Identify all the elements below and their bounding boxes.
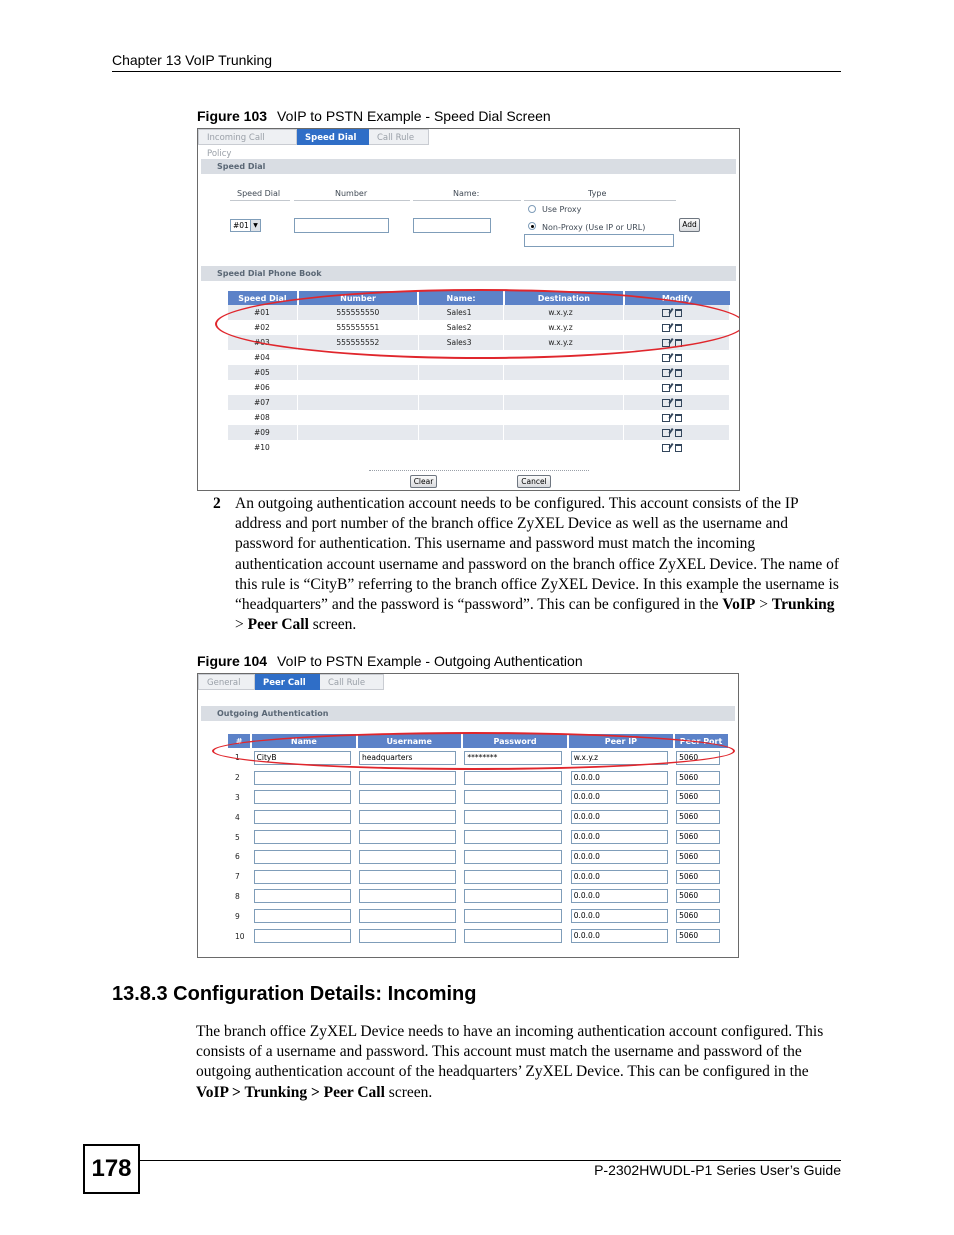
- row-index: 9: [228, 906, 251, 926]
- modify-cell: [624, 335, 730, 350]
- form-divider: [524, 200, 676, 201]
- modify-cell: [624, 320, 730, 335]
- peer-port-input[interactable]: 5060: [676, 909, 720, 923]
- name-input[interactable]: CityB: [254, 751, 351, 765]
- modify-cell: [624, 395, 730, 410]
- destination-cell: [504, 395, 624, 410]
- username-input[interactable]: [359, 850, 456, 864]
- trash-icon[interactable]: [675, 444, 682, 452]
- col-index: #: [228, 734, 251, 748]
- table-row: [228, 410, 730, 425]
- peer-port-cell: [674, 847, 728, 867]
- peer-ip-input[interactable]: 0.0.0.0: [571, 929, 668, 943]
- figure-103-caption: [197, 108, 551, 124]
- col-speed-dial: Speed Dial: [228, 291, 298, 305]
- name-input[interactable]: [254, 830, 351, 844]
- menu-trunking: Trunking: [771, 596, 835, 614]
- password-input[interactable]: [464, 790, 562, 804]
- table-header-row: [228, 291, 730, 305]
- name-cell: [251, 788, 356, 808]
- peer-ip-input[interactable]: 0.0.0.0: [571, 771, 668, 785]
- peer-port-input[interactable]: 5060: [676, 751, 720, 765]
- form-label-number: Number: [335, 189, 368, 198]
- col-peer-port: Peer Port: [674, 734, 728, 748]
- tab-peer-call[interactable]: Peer Call: [255, 674, 320, 690]
- peer-ip-cell: [568, 926, 673, 946]
- table-row: [228, 847, 728, 867]
- password-cell: [462, 887, 568, 907]
- col-password: Password: [462, 734, 568, 748]
- destination-cell: w.x.y.z: [504, 305, 624, 320]
- name-cell: [418, 410, 504, 425]
- footer-rule: [140, 1160, 841, 1161]
- peer-port-cell: [674, 807, 728, 827]
- peer-ip-cell: [568, 827, 673, 847]
- step-2-text: An outgoing authentication account needs to be configured. This account consists of the IP address and port number of the branch office ZyXEL Device as well as the username and password for authentication. This username and password must match the incoming authentication account username and password on the branch office ZyXEL Device. The name of this rule is “CityB” referring to the branch office ZyXEL Device. In this example the username is “headquarters” and the password is “password”. This can be configured in the: [235, 495, 839, 614]
- name-cell: Sales3: [418, 335, 504, 350]
- form-divider: [294, 200, 410, 201]
- modify-cell: [624, 410, 730, 425]
- edit-icon[interactable]: [662, 429, 670, 437]
- modify-cell: [624, 440, 730, 455]
- username-input[interactable]: [359, 909, 456, 923]
- section-paragraph: [196, 1022, 841, 1103]
- username-input[interactable]: [359, 929, 456, 943]
- name-cell: [251, 906, 356, 926]
- peer-ip-input[interactable]: 0.0.0.0: [571, 830, 668, 844]
- form-label-type: Type: [588, 189, 607, 198]
- header-rule: [112, 71, 841, 72]
- page-number: 178: [83, 1144, 140, 1194]
- peer-port-input[interactable]: 5060: [676, 771, 720, 785]
- password-cell: [462, 926, 568, 946]
- peer-call-tabs: [198, 674, 384, 691]
- edit-icon[interactable]: [662, 369, 670, 377]
- table-row: [228, 395, 730, 410]
- number-cell: [298, 395, 418, 410]
- password-cell: [462, 748, 568, 768]
- tab-incoming-call-policy[interactable]: Incoming Call Policy: [198, 129, 297, 145]
- peer-ip-input[interactable]: w.x.y.z: [571, 751, 668, 765]
- row-index: 3: [228, 788, 251, 808]
- name-cell: [418, 395, 504, 410]
- destination-cell: [504, 440, 624, 455]
- table-row: [228, 827, 728, 847]
- edit-icon[interactable]: [662, 324, 670, 332]
- section-text-end: screen.: [384, 1083, 433, 1101]
- trash-icon[interactable]: [675, 414, 682, 422]
- trash-icon[interactable]: [675, 399, 682, 407]
- username-input[interactable]: [359, 810, 456, 824]
- number-cell: [298, 365, 418, 380]
- password-input[interactable]: [464, 830, 562, 844]
- name-cell: [418, 425, 504, 440]
- edit-icon[interactable]: [662, 444, 670, 452]
- tab-general[interactable]: General: [198, 674, 255, 690]
- step-2-text-end: screen.: [308, 616, 357, 634]
- number-cell: [298, 350, 418, 365]
- peer-port-cell: [674, 788, 728, 808]
- peer-ip-input[interactable]: 0.0.0.0: [571, 810, 668, 824]
- name-cell: [251, 867, 356, 887]
- name-input[interactable]: [254, 810, 351, 824]
- chapter-header: Chapter 13 VoIP Trunking: [112, 52, 273, 68]
- modify-cell: [624, 305, 730, 320]
- peer-port-input[interactable]: 5060: [676, 830, 720, 844]
- number-cell: 555555551: [298, 320, 418, 335]
- table-row: [228, 926, 728, 946]
- name-input[interactable]: [254, 850, 351, 864]
- number-cell: [298, 410, 418, 425]
- destination-input[interactable]: [524, 234, 674, 247]
- figure-103-number: Figure 103: [197, 108, 268, 124]
- menu-peer-call: Peer Call: [247, 616, 309, 634]
- name-cell: [251, 847, 356, 867]
- figure-104-caption: [197, 653, 583, 669]
- tab-call-rule[interactable]: Call Rule: [369, 129, 429, 145]
- table-row: [228, 748, 728, 768]
- name-cell: [251, 748, 356, 768]
- modify-cell: [624, 350, 730, 365]
- step-number: 2: [213, 495, 221, 512]
- password-input[interactable]: [464, 850, 562, 864]
- peer-port-input[interactable]: 5060: [676, 790, 720, 804]
- name-cell: Sales1: [418, 305, 504, 320]
- number-cell: [298, 425, 418, 440]
- table-row: [228, 788, 728, 808]
- name-input[interactable]: [254, 771, 351, 785]
- outgoing-auth-section-bar: Outgoing Authentication: [201, 706, 735, 721]
- username-cell: [357, 887, 462, 907]
- peer-ip-cell: [568, 906, 673, 926]
- username-cell: [357, 867, 462, 887]
- peer-ip-cell: [568, 887, 673, 907]
- password-cell: [462, 768, 568, 788]
- peer-port-input[interactable]: 5060: [676, 850, 720, 864]
- chevron-down-icon: ▼: [250, 220, 260, 231]
- peer-ip-cell: [568, 847, 673, 867]
- username-input[interactable]: [359, 889, 456, 903]
- destination-cell: [504, 425, 624, 440]
- password-cell: [462, 867, 568, 887]
- password-input[interactable]: [464, 889, 562, 903]
- modify-cell: [624, 365, 730, 380]
- col-peer-ip: Peer IP: [568, 734, 673, 748]
- clear-button[interactable]: Clear: [410, 475, 437, 488]
- number-cell: [298, 380, 418, 395]
- name-cell: [251, 827, 356, 847]
- guide-title: P-2302HWUDL-P1 Series User’s Guide: [594, 1162, 841, 1178]
- path-separator: >: [235, 616, 248, 634]
- edit-icon[interactable]: [662, 309, 670, 317]
- outgoing-auth-table: [228, 734, 728, 946]
- speed-dial-section-bar: Speed Dial: [201, 159, 736, 174]
- cancel-button[interactable]: Cancel: [517, 475, 551, 488]
- trash-icon[interactable]: [675, 369, 682, 377]
- table-row: [228, 365, 730, 380]
- row-index: 2: [228, 768, 251, 788]
- edit-icon[interactable]: [662, 384, 670, 392]
- speed-dial-cell: #08: [228, 410, 298, 425]
- edit-icon[interactable]: [662, 339, 670, 347]
- tab-speed-dial[interactable]: Speed Dial: [297, 129, 369, 145]
- username-input[interactable]: [359, 830, 456, 844]
- peer-port-cell: [674, 887, 728, 907]
- figure-103-title: VoIP to PSTN Example - Speed Dial Screen: [277, 108, 551, 124]
- speed-dial-screenshot: [197, 128, 740, 491]
- username-input[interactable]: [359, 790, 456, 804]
- destination-cell: [504, 365, 624, 380]
- step-2-paragraph: [235, 494, 843, 635]
- speed-dial-select[interactable]: [230, 219, 261, 232]
- table-row: [228, 320, 730, 335]
- number-input[interactable]: [294, 218, 389, 233]
- col-destination: Destination: [504, 291, 624, 305]
- peer-ip-input[interactable]: 0.0.0.0: [571, 909, 668, 923]
- name-input[interactable]: [413, 218, 491, 233]
- row-index: 1: [228, 748, 251, 768]
- trash-icon[interactable]: [675, 384, 682, 392]
- name-cell: [251, 887, 356, 907]
- peer-ip-input[interactable]: 0.0.0.0: [571, 790, 668, 804]
- username-cell: [357, 906, 462, 926]
- number-cell: 555555550: [298, 305, 418, 320]
- peer-ip-input[interactable]: 0.0.0.0: [571, 889, 668, 903]
- name-input[interactable]: [254, 929, 351, 943]
- table-row: [228, 906, 728, 926]
- speed-dial-cell: #09: [228, 425, 298, 440]
- phonebook-section-bar: Speed Dial Phone Book: [201, 266, 736, 281]
- username-cell: [357, 748, 462, 768]
- name-input[interactable]: [254, 889, 351, 903]
- col-name: Name:: [418, 291, 504, 305]
- table-row: [228, 440, 730, 455]
- edit-icon[interactable]: [662, 354, 670, 362]
- name-input[interactable]: [254, 870, 351, 884]
- trash-icon[interactable]: [675, 324, 682, 332]
- tab-call-rule[interactable]: Call Rule: [320, 674, 384, 690]
- speed-dial-cell: #10: [228, 440, 298, 455]
- name-input[interactable]: [254, 909, 351, 923]
- peer-port-cell: [674, 926, 728, 946]
- name-cell: Sales2: [418, 320, 504, 335]
- username-input[interactable]: [359, 870, 456, 884]
- trash-icon[interactable]: [675, 354, 682, 362]
- form-divider: [230, 200, 290, 201]
- modify-cell: [624, 380, 730, 395]
- password-cell: [462, 827, 568, 847]
- password-input[interactable]: [464, 909, 562, 923]
- name-cell: [418, 365, 504, 380]
- name-cell: [251, 926, 356, 946]
- row-index: 6: [228, 847, 251, 867]
- peer-port-cell: [674, 827, 728, 847]
- peer-ip-cell: [568, 867, 673, 887]
- peer-port-cell: [674, 768, 728, 788]
- peer-port-input[interactable]: 5060: [676, 870, 720, 884]
- table-row: [228, 807, 728, 827]
- speed-dial-cell: #05: [228, 365, 298, 380]
- password-cell: [462, 906, 568, 926]
- trash-icon[interactable]: [675, 309, 682, 317]
- speed-dial-cell: #06: [228, 380, 298, 395]
- speed-dial-select-value: #01: [233, 221, 249, 230]
- peer-port-input[interactable]: 5060: [676, 929, 720, 943]
- password-cell: [462, 788, 568, 808]
- username-cell: [357, 807, 462, 827]
- col-name: Name: [251, 734, 356, 748]
- col-username: Username: [357, 734, 462, 748]
- speed-dial-cell: #04: [228, 350, 298, 365]
- password-input[interactable]: [464, 870, 562, 884]
- peer-port-cell: [674, 748, 728, 768]
- name-cell: [251, 768, 356, 788]
- speed-dial-cell: #07: [228, 395, 298, 410]
- figure-104-title: VoIP to PSTN Example - Outgoing Authentication: [277, 653, 583, 669]
- peer-ip-input[interactable]: 0.0.0.0: [571, 850, 668, 864]
- row-index: 7: [228, 867, 251, 887]
- peer-ip-cell: [568, 788, 673, 808]
- name-cell: [418, 440, 504, 455]
- username-cell: [357, 847, 462, 867]
- destination-cell: [504, 380, 624, 395]
- destination-cell: w.x.y.z: [504, 335, 624, 350]
- peer-port-input[interactable]: 5060: [676, 810, 720, 824]
- table-row: [228, 867, 728, 887]
- non-proxy-label: Non-Proxy (Use IP or URL): [542, 223, 646, 232]
- col-modify: Modify: [624, 291, 730, 305]
- edit-icon[interactable]: [662, 414, 670, 422]
- section-text: The branch office ZyXEL Device needs to have an incoming authentication account configured. This consists of a username and password. This account must match the username and password of the outgoing authentication account of the headquarters’ ZyXEL Device. This can be configured in the: [196, 1023, 824, 1081]
- table-row: [228, 305, 730, 320]
- trash-icon[interactable]: [675, 339, 682, 347]
- row-index: 8: [228, 887, 251, 907]
- password-input[interactable]: ********: [464, 751, 562, 765]
- menu-voip: VoIP: [722, 596, 756, 614]
- section-heading: 13.8.3 Configuration Details: Incoming: [112, 983, 477, 1005]
- name-cell: [418, 350, 504, 365]
- name-input[interactable]: [254, 790, 351, 804]
- table-row: [228, 425, 730, 440]
- name-cell: [251, 807, 356, 827]
- password-cell: [462, 807, 568, 827]
- trash-icon[interactable]: [675, 429, 682, 437]
- path-separator: >: [755, 596, 772, 614]
- name-cell: [418, 380, 504, 395]
- use-proxy-label: Use Proxy: [542, 205, 582, 214]
- speed-dial-tabs: [198, 129, 429, 159]
- username-input[interactable]: headquarters: [359, 751, 456, 765]
- peer-port-cell: [674, 867, 728, 887]
- use-proxy-radio[interactable]: [528, 205, 536, 213]
- peer-ip-cell: [568, 768, 673, 788]
- password-input[interactable]: [464, 810, 562, 824]
- peer-ip-input[interactable]: 0.0.0.0: [571, 870, 668, 884]
- table-row: [228, 768, 728, 788]
- peer-ip-cell: [568, 807, 673, 827]
- row-index: 4: [228, 807, 251, 827]
- username-cell: [357, 926, 462, 946]
- table-row: [228, 335, 730, 350]
- menu-path: VoIP > Trunking > Peer Call: [196, 1083, 385, 1101]
- speed-dial-cell: #02: [228, 320, 298, 335]
- row-index: 5: [228, 827, 251, 847]
- peer-port-cell: [674, 906, 728, 926]
- username-cell: [357, 827, 462, 847]
- table-row: [228, 887, 728, 907]
- destination-cell: [504, 410, 624, 425]
- dotted-divider: [369, 470, 589, 471]
- number-cell: [298, 440, 418, 455]
- speed-dial-cell: #01: [228, 305, 298, 320]
- number-cell: 555555552: [298, 335, 418, 350]
- password-input[interactable]: [464, 771, 562, 785]
- username-input[interactable]: [359, 771, 456, 785]
- table-row: [228, 380, 730, 395]
- table-header-row: [228, 734, 728, 748]
- username-cell: [357, 768, 462, 788]
- row-index: 10: [228, 926, 251, 946]
- peer-ip-cell: [568, 748, 673, 768]
- form-label-name: Name:: [453, 189, 480, 198]
- modify-cell: [624, 425, 730, 440]
- speed-dial-cell: #03: [228, 335, 298, 350]
- destination-cell: w.x.y.z: [504, 320, 624, 335]
- table-row: [228, 350, 730, 365]
- form-divider: [413, 200, 521, 201]
- password-input[interactable]: [464, 929, 562, 943]
- destination-cell: [504, 350, 624, 365]
- edit-icon[interactable]: [662, 399, 670, 407]
- col-number: Number: [298, 291, 418, 305]
- username-cell: [357, 788, 462, 808]
- password-cell: [462, 847, 568, 867]
- outgoing-authentication-screenshot: [197, 673, 739, 958]
- peer-port-input[interactable]: 5060: [676, 889, 720, 903]
- form-label-speed-dial: Speed Dial: [237, 189, 281, 198]
- figure-104-number: Figure 104: [197, 653, 268, 669]
- speed-dial-phonebook-table: [228, 291, 730, 455]
- non-proxy-radio[interactable]: [528, 222, 536, 230]
- add-button[interactable]: Add: [679, 218, 700, 232]
